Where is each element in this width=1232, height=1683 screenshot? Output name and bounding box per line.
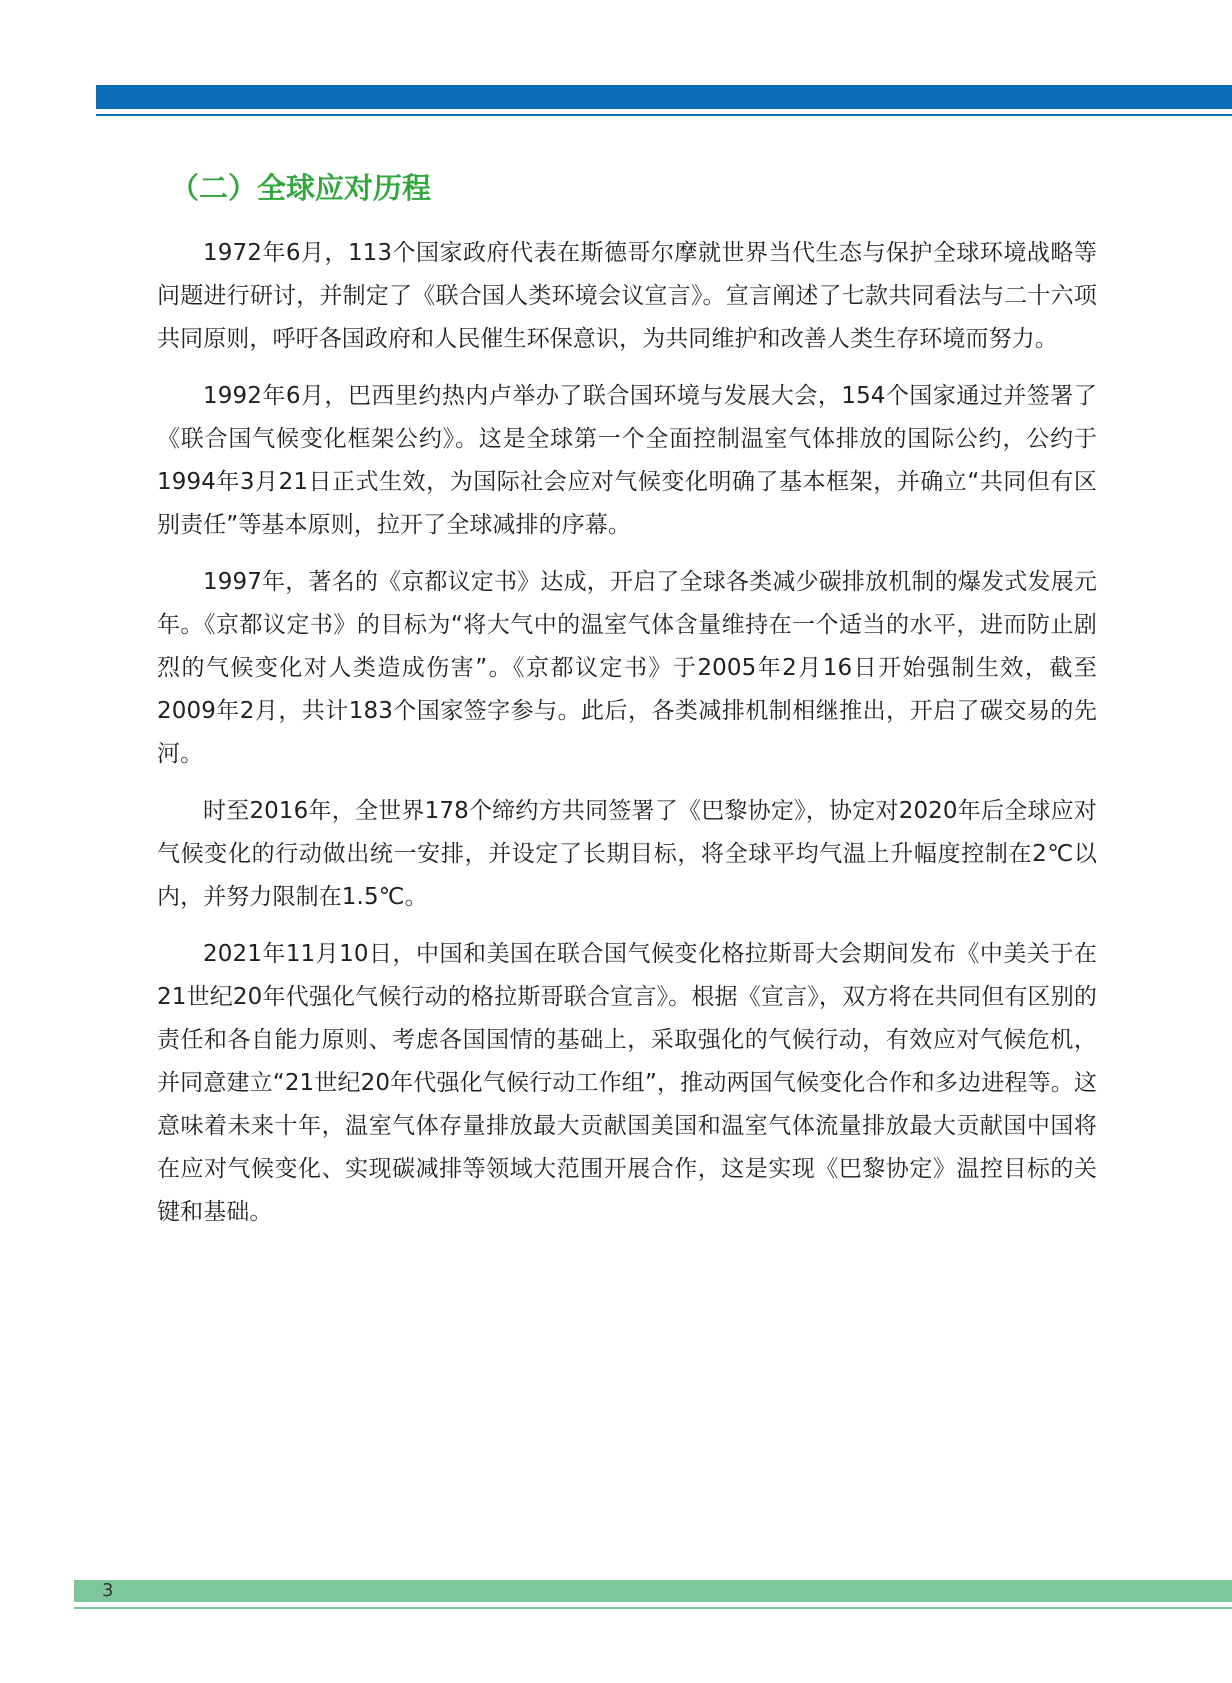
paragraph-1997: 1997年，著名的《京都议定书》达成，开启了全球各类减少碳排放机制的爆发式发展元年。《京都议定书》的目标为“将大气中的温室气体含量维持在一个适当的水平，进而防止剧烈的气候变化对人类造成伤害”。《京都议定书》于2005年2月16日开始强制生效，截至2009年2月，共计183个国家签字参与。此后，各类减排机制相继推出，开启了碳交易的先河。: [157, 569, 1097, 767]
header-rule: [96, 114, 1232, 116]
page-number: 3: [102, 1580, 114, 1601]
paragraph-1992: 1992年6月，巴西里约热内卢举办了联合国环境与发展大会，154个国家通过并签署了《联合国气候变化框架公约》。这是全球第一个全面控制温室气体排放的国际公约，公约于1994年3月21日正式生效，为国际社会应对气候变化明确了基本框架，并确立“共同但有区别责任”等基本原则，拉开了全球减排的序幕。: [157, 383, 1097, 538]
header-band: [96, 85, 1232, 109]
section-title: （二）全球应对历程: [170, 171, 432, 205]
paragraph-2016: 时至2016年，全世界178个缔约方共同签署了《巴黎协定》，协定对2020年后全球应对气候变化的行动做出统一安排，并设定了长期目标，将全球平均气温上升幅度控制在2℃以内，并努力限制在1.5℃。: [157, 798, 1097, 910]
footer-rule: [74, 1607, 1232, 1609]
paragraph-2021: 2021年11月10日，中国和美国在联合国气候变化格拉斯哥大会期间发布《中美关于在21世纪20年代强化气候行动的格拉斯哥联合宣言》。根据《宣言》，双方将在共同但有区别的责任和各自能力原则、考虑各国国情的基础上，采取强化的气候行动，有效应对气候危机，并同意建立“21世纪20年代强化气候行动工作组”，推动两国气候变化合作和多边进程等。这意味着未来十年，温室气体存量排放最大贡献国美国和温室气体流量排放最大贡献国中国将在应对气候变化、实现碳减排等领域大范围开展合作，这是实现《巴黎协定》温控目标的关键和基础。: [157, 941, 1097, 1225]
body-text: [157, 232, 1097, 1248]
paragraph-1972: 1972年6月，113个国家政府代表在斯德哥尔摩就世界当代生态与保护全球环境战略等问题进行研讨，并制定了《联合国人类环境会议宣言》。宣言阐述了七款共同看法与二十六项共同原则，呼吁各国政府和人民催生环保意识，为共同维护和改善人类生存环境而努力。: [157, 240, 1097, 352]
footer-band: [74, 1580, 1232, 1602]
